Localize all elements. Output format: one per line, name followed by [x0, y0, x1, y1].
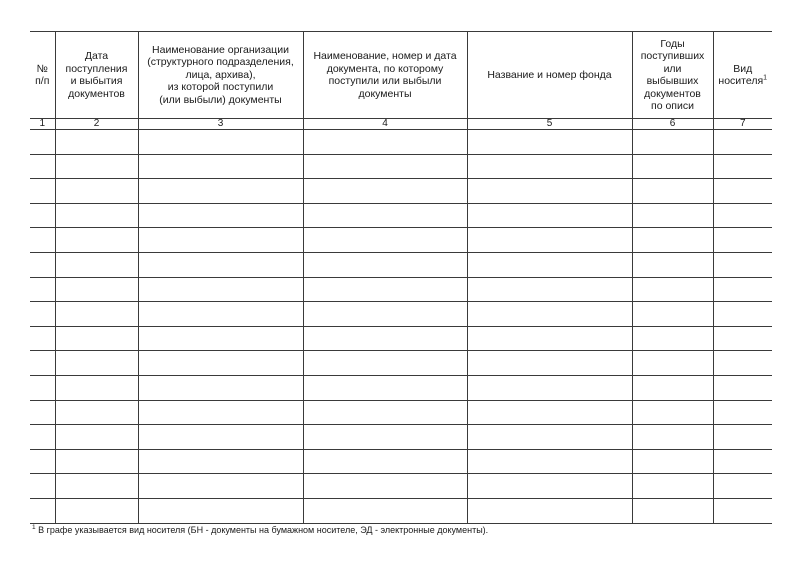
- table-cell[interactable]: [713, 400, 772, 425]
- table-cell[interactable]: [55, 277, 138, 302]
- table-cell[interactable]: [138, 277, 303, 302]
- table-cell[interactable]: [55, 425, 138, 450]
- table-cell[interactable]: [713, 498, 772, 523]
- column-number: 1: [30, 119, 55, 130]
- table-cell[interactable]: [55, 375, 138, 400]
- table-cell[interactable]: [55, 474, 138, 499]
- table-cell[interactable]: [55, 154, 138, 179]
- table-cell[interactable]: [303, 449, 467, 474]
- ledger-table: [30, 31, 772, 524]
- table-row: [30, 375, 772, 400]
- table-cell[interactable]: [30, 302, 55, 327]
- table-cell[interactable]: [467, 351, 632, 376]
- ledger-body: [30, 130, 772, 524]
- table-cell[interactable]: [632, 302, 713, 327]
- table-cell[interactable]: [55, 228, 138, 253]
- table-cell[interactable]: [303, 375, 467, 400]
- table-cell[interactable]: [138, 400, 303, 425]
- table-cell[interactable]: [138, 326, 303, 351]
- table-cell[interactable]: [632, 179, 713, 204]
- table-row: [30, 449, 772, 474]
- table-cell[interactable]: [55, 252, 138, 277]
- table-cell[interactable]: [55, 179, 138, 204]
- header-label-years: Годы поступивших или выбывших документов по описи: [640, 37, 705, 112]
- table-cell[interactable]: [303, 498, 467, 523]
- column-number: 4: [303, 119, 467, 130]
- table-cell[interactable]: [713, 449, 772, 474]
- table-cell[interactable]: [55, 498, 138, 523]
- table-cell[interactable]: [138, 474, 303, 499]
- table-cell[interactable]: [713, 351, 772, 376]
- table-cell[interactable]: [138, 351, 303, 376]
- table-cell[interactable]: [138, 252, 303, 277]
- table-cell[interactable]: [138, 154, 303, 179]
- table-cell[interactable]: [467, 179, 632, 204]
- table-cell[interactable]: [30, 425, 55, 450]
- table-cell[interactable]: [30, 252, 55, 277]
- table-cell[interactable]: [713, 326, 772, 351]
- header-cell-number: [30, 32, 55, 119]
- table-cell[interactable]: [138, 130, 303, 155]
- table-cell[interactable]: [138, 449, 303, 474]
- column-number: 2: [55, 119, 138, 130]
- table-cell[interactable]: [303, 154, 467, 179]
- table-cell[interactable]: [467, 498, 632, 523]
- table-cell[interactable]: [713, 228, 772, 253]
- table-cell[interactable]: [632, 498, 713, 523]
- table-cell[interactable]: [30, 203, 55, 228]
- table-cell[interactable]: [713, 252, 772, 277]
- table-cell[interactable]: [55, 302, 138, 327]
- table-cell[interactable]: [303, 474, 467, 499]
- table-cell[interactable]: [467, 252, 632, 277]
- column-number: 3: [138, 119, 303, 130]
- table-cell[interactable]: [632, 228, 713, 253]
- table-cell[interactable]: [632, 203, 713, 228]
- table-row: [30, 351, 772, 376]
- column-number: 6: [632, 119, 713, 130]
- footnote-mark: 1: [32, 524, 36, 531]
- table-cell[interactable]: [55, 449, 138, 474]
- table-row: [30, 154, 772, 179]
- header-row: [30, 32, 772, 119]
- table-cell[interactable]: [30, 375, 55, 400]
- table-cell[interactable]: [30, 449, 55, 474]
- table-cell[interactable]: [138, 302, 303, 327]
- header-label-fund: Название и номер фонда: [487, 68, 612, 81]
- table-cell[interactable]: [713, 474, 772, 499]
- header-cell-fund: [467, 32, 632, 119]
- table-cell[interactable]: [30, 179, 55, 204]
- table-cell[interactable]: [303, 130, 467, 155]
- table-cell[interactable]: [30, 498, 55, 523]
- table-row: [30, 130, 772, 155]
- table-cell[interactable]: [632, 252, 713, 277]
- column-number: 7: [713, 119, 772, 130]
- table-cell[interactable]: [138, 425, 303, 450]
- table-cell[interactable]: [30, 351, 55, 376]
- table-cell[interactable]: [632, 474, 713, 499]
- table-cell[interactable]: [138, 498, 303, 523]
- table-cell[interactable]: [632, 425, 713, 450]
- table-cell[interactable]: [30, 400, 55, 425]
- table-cell[interactable]: [30, 474, 55, 499]
- table-cell[interactable]: [467, 277, 632, 302]
- table-cell[interactable]: [713, 277, 772, 302]
- table-cell[interactable]: [55, 326, 138, 351]
- table-cell[interactable]: [303, 326, 467, 351]
- header-label-number: № п/п: [35, 62, 50, 87]
- table-cell[interactable]: [713, 203, 772, 228]
- table-row: [30, 425, 772, 450]
- table-cell[interactable]: [467, 449, 632, 474]
- table-cell[interactable]: [467, 425, 632, 450]
- table-cell[interactable]: [713, 154, 772, 179]
- header-label-document: Наименование, номер и дата документа, по которому поступили или выбыли документы: [313, 50, 457, 100]
- footnote-text: В графе указывается вид носителя (БН - документы на бумажном носителе, ЭД - электронные документы).: [35, 525, 489, 535]
- table-cell[interactable]: [632, 375, 713, 400]
- table-cell[interactable]: [138, 228, 303, 253]
- table-cell[interactable]: [467, 375, 632, 400]
- table-cell[interactable]: [632, 326, 713, 351]
- header-label-date: Дата поступления и выбытия документов: [65, 50, 128, 100]
- table-cell[interactable]: [632, 400, 713, 425]
- table-row: [30, 400, 772, 425]
- table-row: [30, 326, 772, 351]
- table-cell[interactable]: [713, 425, 772, 450]
- table-cell[interactable]: [30, 228, 55, 253]
- table-row: [30, 228, 772, 253]
- table-cell[interactable]: [632, 351, 713, 376]
- table-cell[interactable]: [55, 203, 138, 228]
- table-cell[interactable]: [30, 326, 55, 351]
- table-cell[interactable]: [303, 302, 467, 327]
- table-cell[interactable]: [713, 375, 772, 400]
- header-footnote-mark: 1: [763, 74, 768, 82]
- table-row: [30, 179, 772, 204]
- header-cell-years: [632, 32, 713, 119]
- table-cell[interactable]: [632, 154, 713, 179]
- table-cell[interactable]: [55, 400, 138, 425]
- table-cell[interactable]: [303, 228, 467, 253]
- table-cell[interactable]: [467, 228, 632, 253]
- header-label-organization: Наименование организации (структурного подразделения, лица, архива), из которой поступили (или выбыли) документы: [147, 43, 294, 106]
- table-cell[interactable]: [303, 400, 467, 425]
- footnote: [32, 525, 488, 536]
- table-cell[interactable]: [713, 179, 772, 204]
- table-cell[interactable]: [467, 400, 632, 425]
- header-cell-date: [55, 32, 138, 119]
- table-cell[interactable]: [713, 302, 772, 327]
- table-cell[interactable]: [30, 154, 55, 179]
- table-cell[interactable]: [303, 277, 467, 302]
- table-cell[interactable]: [467, 203, 632, 228]
- header-cell-document: [303, 32, 467, 119]
- table-row: [30, 302, 772, 327]
- header-label-medium: Вид носителя: [718, 62, 764, 87]
- table-cell[interactable]: [30, 130, 55, 155]
- table-cell[interactable]: [632, 130, 713, 155]
- table-row: [30, 252, 772, 277]
- table-cell[interactable]: [55, 130, 138, 155]
- table-cell[interactable]: [303, 351, 467, 376]
- table-cell[interactable]: [467, 474, 632, 499]
- table-row: [30, 203, 772, 228]
- table-cell[interactable]: [55, 351, 138, 376]
- table-cell[interactable]: [467, 326, 632, 351]
- table-cell[interactable]: [303, 203, 467, 228]
- table-cell[interactable]: [632, 449, 713, 474]
- table-row: [30, 277, 772, 302]
- table-row: [30, 498, 772, 523]
- table-row: [30, 474, 772, 499]
- table-cell[interactable]: [467, 302, 632, 327]
- ledger-form: [30, 31, 772, 524]
- table-cell[interactable]: [138, 203, 303, 228]
- table-cell[interactable]: [303, 425, 467, 450]
- table-cell[interactable]: [467, 154, 632, 179]
- table-cell[interactable]: [138, 179, 303, 204]
- table-cell[interactable]: [713, 130, 772, 155]
- table-cell[interactable]: [138, 375, 303, 400]
- column-number-row: [30, 119, 772, 130]
- header-cell-organization: [138, 32, 303, 119]
- table-cell[interactable]: [632, 277, 713, 302]
- header-cell-medium: [713, 32, 772, 119]
- table-cell[interactable]: [30, 277, 55, 302]
- table-cell[interactable]: [467, 130, 632, 155]
- table-cell[interactable]: [303, 252, 467, 277]
- table-cell[interactable]: [303, 179, 467, 204]
- column-number: 5: [467, 119, 632, 130]
